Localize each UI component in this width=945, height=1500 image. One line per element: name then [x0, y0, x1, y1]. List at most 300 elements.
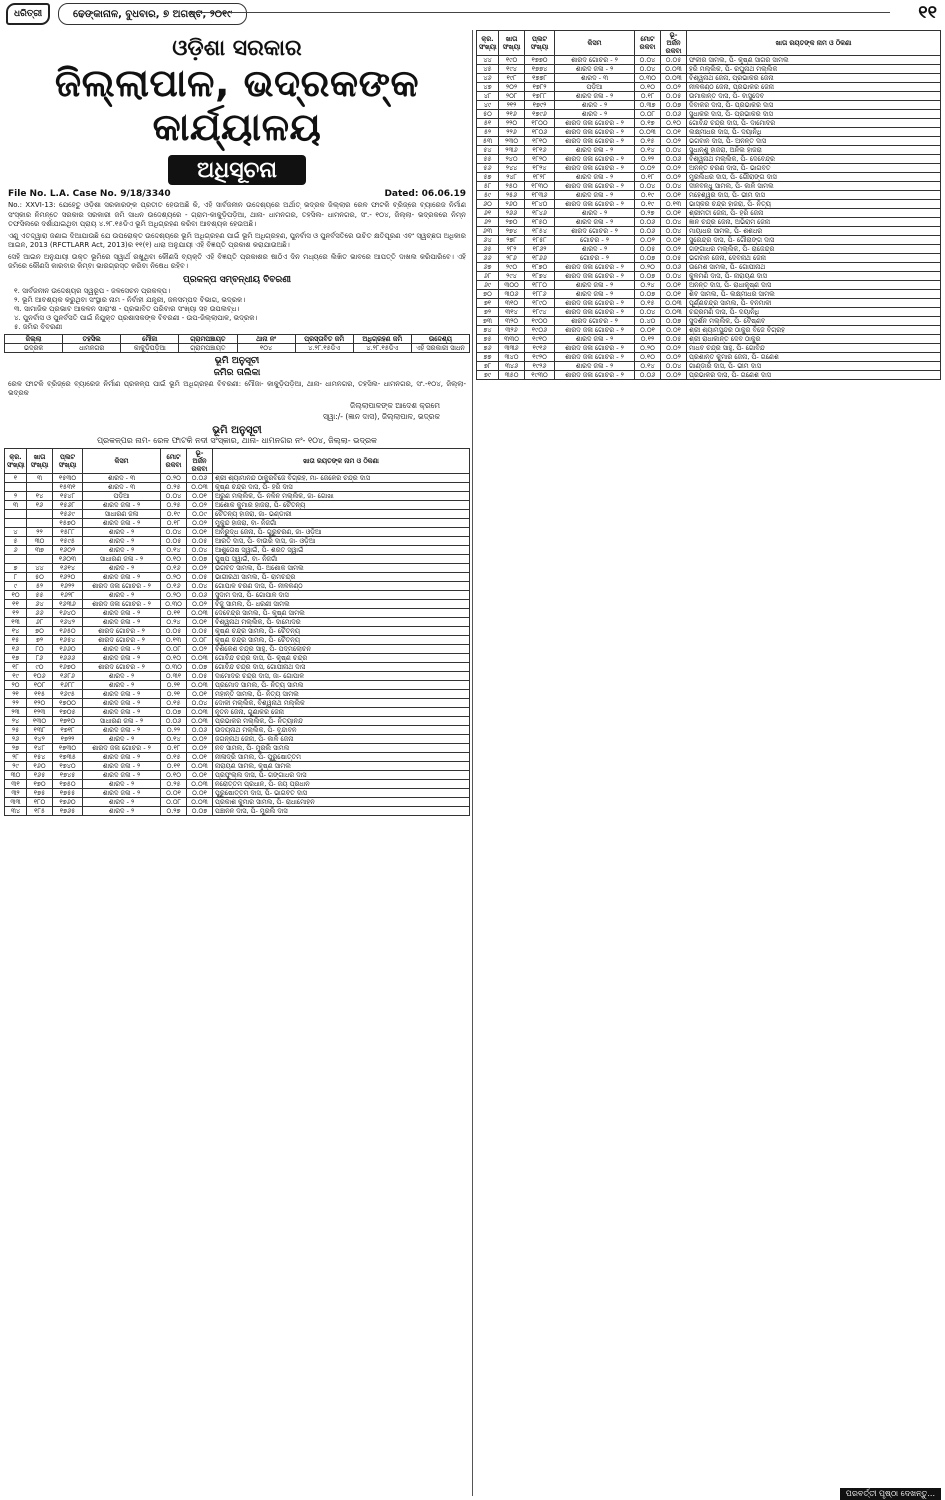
table-cell: ୬୧ — [477, 209, 499, 218]
table-cell: ୦.୦୨ — [661, 245, 687, 254]
table-cell: ୦.୦୨ — [187, 734, 213, 743]
table-row — [5, 491, 470, 500]
table-cell: ୩୦୬ — [499, 290, 525, 299]
table-cell: ଭାସ୍କର ଚନ୍ଦ୍ର ହାଜରା, ପି- ନିତ୍ୟ — [687, 200, 941, 209]
table-cell: ୧୮୯୪ — [525, 308, 555, 317]
table-cell: ୧୭୦୫ — [53, 707, 83, 716]
table-cell: ୨୮୬ — [499, 254, 525, 263]
table-cell: ଶାରଦ - ୨ — [83, 806, 161, 815]
table-cell: ୦.୦୫ — [661, 254, 687, 263]
table-cell: ୦.୨୫ — [161, 779, 187, 788]
table-cell: ୦.୦୬ — [187, 725, 213, 734]
table-row — [5, 689, 470, 698]
table-cell: ୦.୦୧ — [661, 209, 687, 218]
table-cell: ୫୧ — [477, 119, 499, 128]
table-cell: ୧୮୨୮ — [525, 173, 555, 182]
table-header-cell: ମୋଟ ରକବା — [635, 31, 661, 56]
table-cell: ୦.୨୫ — [161, 482, 187, 491]
table-cell: ୦.୨୭ — [161, 806, 187, 815]
table-cell: ୬୪ — [27, 599, 53, 608]
table-cell: ୧୯ — [5, 671, 27, 680]
table-row — [5, 581, 470, 590]
table-cell: ପ୍ରଶାନ୍ତ କୁମାର ଜେନା, ପି- ଗଣେଶ — [687, 353, 941, 362]
summary-header-cell: ଗ୍ରାମପଞ୍ଚାୟତ — [179, 334, 237, 343]
table-cell: ୧୬୩୬ — [53, 599, 83, 608]
table-cell: ୧୯୦୦ — [525, 317, 555, 326]
table-cell: ୦.୨୦ — [161, 473, 187, 482]
table-cell — [5, 554, 27, 563]
table-cell: ବିଜୁ ସାମଲ, ପି- ଧରଣୀ ସାମଲ — [213, 599, 470, 608]
table-cell: ୦.୦୪ — [661, 227, 687, 236]
table-cell: ଶାରଦ ଜଳା - ୨ — [83, 518, 161, 527]
table-cell: ଶାରଦ - ୨ — [555, 101, 635, 110]
table-cell: ସୁରେନ୍ଦ୍ର ଦାସ, ପି- ଗୌରାଙ୍ଗ ଦାସ — [687, 236, 941, 245]
table-cell: ୧୫୯୫ — [53, 536, 83, 545]
table-cell: ୦.୧୬ — [161, 581, 187, 590]
table-cell: ୧୮୬୨ — [525, 245, 555, 254]
table-cell: ୦.୦୪ — [635, 56, 661, 65]
table-row — [477, 335, 941, 344]
table-cell: ଶାରଦ ଗୋଚର - ୨ — [555, 317, 635, 326]
table-cell: ୦.୦୫ — [187, 671, 213, 680]
table-cell: ୧୯୦ — [499, 56, 525, 65]
table-row — [5, 806, 470, 815]
table-cell: ୧୭୯୨ — [525, 101, 555, 110]
land-schedule-table-right — [476, 30, 941, 380]
table-cell: ୦.୨୪ — [161, 617, 187, 626]
table-cell: ଶାରଦ ଜଳା - ୨ — [83, 689, 161, 698]
table-cell: ୦.୦୩ — [187, 761, 213, 770]
table-row — [5, 653, 470, 662]
table-cell: ପୂର୍ଣ୍ଣଚନ୍ଦ୍ର ସାମଲ, ପି- ବନମାଳୀ — [687, 299, 941, 308]
table-row — [477, 65, 941, 74]
table-cell: ୦.୧୯ — [635, 191, 661, 200]
summary-item: ୪. ପୁନର୍ବାସ ଓ ପୁନର୍ବସତି ପାଇଁ ନିଯୁକ୍ତ ପ୍ରଶାସକଙ୍କ ବିବରଣୀ - ଉପ-ଜିଲ୍ଲାପାଳ, ଭଦ୍ରକ। — [14, 313, 258, 322]
table-row — [477, 299, 941, 308]
table-cell: ୦.୧୮ — [161, 743, 187, 752]
table-header-cell: ଭୂ-ଅର୍ଜନ ରକବା — [661, 31, 687, 56]
table-cell: ୮୬ — [27, 653, 53, 662]
table-header-cell: ଖାତା ରୟତଙ୍କ ନାମ ଓ ଠିକଣା — [687, 31, 941, 56]
table-cell: ୦.୧୬ — [161, 563, 187, 572]
table-cell: ୧୬୪୨ — [53, 617, 83, 626]
table-cell: ୧୯୦୬ — [525, 326, 555, 335]
table-cell: ୦.୦୧ — [161, 788, 187, 797]
table-cell: ୭୨ — [27, 635, 53, 644]
table-cell: ୦.୦୩ — [187, 680, 213, 689]
table-row — [5, 599, 470, 608]
summary-header-cell: ପ୍ରସ୍ତାବିତ ଜମି — [295, 334, 353, 343]
table-cell: ସୁଧାନ୍ଶୁ ହାଜରା, ଅନିଲ ହାଜରା — [687, 146, 941, 155]
table-cell: ୨୦୮ — [499, 92, 525, 101]
table-cell: ଶାରଦ - ୨ — [83, 590, 161, 599]
table-cell: ୦.୦୧ — [661, 326, 687, 335]
table-cell: ଅନନ୍ତ ଚରଣ ଦାସ, ପି- ଭାଗବତ — [687, 164, 941, 173]
table-row — [477, 56, 941, 65]
table-cell: ୦.୧୦ — [635, 353, 661, 362]
table-cell: ୧୮୦ — [27, 797, 53, 806]
table-cell: ୦.୩୦ — [161, 599, 187, 608]
table-cell: ୧୫ — [5, 635, 27, 644]
table-cell: ୧୬୦ — [27, 761, 53, 770]
right-column — [476, 30, 941, 1496]
table-cell: ୦.୦୩ — [187, 797, 213, 806]
table-cell: ୦.୨୧ — [161, 680, 187, 689]
table-cell: ଶାରଦ ଗୋଚର - ୨ — [555, 227, 635, 236]
table-cell: ୦.୧୮ — [635, 92, 661, 101]
file-number: File No. L.A. Case No. 9/18/3340 — [8, 189, 171, 199]
table-cell: ୦.୦୧ — [187, 689, 213, 698]
table-cell: ୨ — [5, 491, 27, 500]
table-cell: ୦.୦୩ — [661, 299, 687, 308]
table-cell: ୦.୦୫ — [661, 335, 687, 344]
table-cell: ୧୮୦୬ — [525, 128, 555, 137]
table-cell: ୧୮୨୦ — [525, 155, 555, 164]
table-cell: ୦.୧୦ — [635, 83, 661, 92]
table-cell: ୦.୧୦ — [661, 119, 687, 128]
table-cell: ୧୭୪୫ — [53, 770, 83, 779]
table-cell: ୫୩ — [477, 137, 499, 146]
table-cell: ୦.୦୬ — [661, 110, 687, 119]
table-cell: ୦.୦୪ — [661, 362, 687, 371]
table-cell: ଆଶୁତୋଷ ସ୍ୱାଇଁ, ପି- ଶରତ ସ୍ୱାଇଁ — [213, 545, 470, 554]
table-cell: ୦.୦୭ — [661, 101, 687, 110]
table-cell: ୦.୦୫ — [187, 626, 213, 635]
table-cell — [5, 509, 27, 518]
table-cell: ଶାରଦ ଜଳା - ୨ — [555, 191, 635, 200]
table-header-cell: ପ୍ଲଟ ସଂଖ୍ୟା — [53, 448, 83, 473]
table-cell: ୨୬୬ — [499, 209, 525, 218]
table-cell: ସୁଧାକର ଦାସ, ପି- ପ୍ରଭାକର ଦାସ — [687, 110, 941, 119]
table-cell: ଶିବ ସାମଲ, ପି- ଲକ୍ଷ୍ମୀଧର ସାମଲ — [687, 290, 941, 299]
table-cell: ୧୫୭୦ — [53, 518, 83, 527]
table-cell: ଶାରଦ ଜଳା ଗୋଚର - ୨ — [555, 299, 635, 308]
summary-item: ୩. ସାମାଜିକ ପ୍ରଭାବ ଆକଳନ ସାରାଂଶ - ପ୍ରଭାବିତ ପରିବାର ସଂଖ୍ୟା ସହ ଉପଲବ୍ଧ। — [14, 304, 240, 313]
table-cell: ୧୭୫ — [27, 788, 53, 797]
signature-line-2: ସ୍ୱା:/- (ଜ୍ଞାନ ଦାସ), ଜିଲ୍ଲାପାଳ, ଭଦ୍ରକ — [322, 411, 440, 421]
table-cell: ଶାରଦ ଜଳା ଗୋଚର - ୨ — [555, 326, 635, 335]
table-cell: ୧୬୨୦ — [53, 572, 83, 581]
table-cell: ୩୨୬ — [499, 326, 525, 335]
table-cell: ଉଦୟନାଥ ମଲ୍ଲିକ, ପି- ବୃନ୍ଦାବନ — [213, 725, 470, 734]
table-cell: ୭୧ — [477, 299, 499, 308]
summary-heading: ପ୍ରକଳ୍ପ ସମ୍ବନ୍ଧୀୟ ବିବରଣୀ — [183, 274, 291, 285]
table-cell: ୦.୨୨ — [635, 155, 661, 164]
table-cell: ୧୭୯୬ — [525, 110, 555, 119]
table-cell: ୦.୨୦ — [161, 590, 187, 599]
table-cell: ୧୬୦୨ — [53, 545, 83, 554]
table-cell: ଦେବେନ୍ଦ୍ର ସାମଲ, ପି- କୃଷ୍ଣ ସାମଲ — [213, 608, 470, 617]
notice-body — [4, 201, 470, 272]
table-row — [5, 554, 470, 563]
table-cell: ୧୬୪୦ — [53, 608, 83, 617]
table-cell: ୧୮୩୬ — [525, 191, 555, 200]
table-cell: ୩୦ — [5, 770, 27, 779]
table-cell: ୨୧୬ — [499, 110, 525, 119]
table-cell: ଶାରଦ ଜଳା ଗୋଚର - ୨ — [555, 155, 635, 164]
table-cell: ୨୬୦ — [499, 200, 525, 209]
table-cell: ୪୭ — [477, 83, 499, 92]
table-row — [5, 662, 470, 671]
table-cell: ୦.୦୫ — [187, 572, 213, 581]
table-cell: ୦.୦୬ — [635, 227, 661, 236]
table-cell: ମାୟାଧର ସାମଲ, ପି- ଶଶଧର — [687, 227, 941, 236]
table-cell: ୬୪ — [477, 236, 499, 245]
table-cell: ୦.୦୧ — [661, 236, 687, 245]
table-cell: ୧୯୨୬ — [525, 362, 555, 371]
table-cell: ଶାରଦ ଜଳା - ୨ — [83, 608, 161, 617]
table-cell: ୩୩ — [5, 797, 27, 806]
table-cell: ୦.୦୫ — [161, 536, 187, 545]
table-cell: ୦.୧୦ — [161, 770, 187, 779]
table-cell: ୭୯ — [477, 371, 499, 380]
table-cell: ୦.୩୧ — [161, 671, 187, 680]
table-row — [477, 74, 941, 83]
table-cell: ୦.୩୦ — [635, 74, 661, 83]
table-cell: ଶାରଦ ଜଳା - ୨ — [555, 335, 635, 344]
table-cell: ଶାରଦ ଜଳା ଗୋଚର - ୨ — [555, 344, 635, 353]
table-cell: ୧୫୬୮ — [53, 500, 83, 509]
table-cell: କୃଷ୍ଣ ଚନ୍ଦ୍ର ସାମଲ, ପି- ଚୈତନ୍ୟ — [213, 635, 470, 644]
table-cell — [27, 482, 53, 491]
table-row — [477, 272, 941, 281]
table-cell: ମୁରଲିଧର ଦାସ, ପି- ଗୌରାଙ୍ଗ ଦାସ — [687, 173, 941, 182]
table-cell: ୧୪ — [27, 491, 53, 500]
table-cell: ୨୮୨ — [499, 245, 525, 254]
table-cell: ୦.୦୭ — [661, 317, 687, 326]
summary-cell: ୧୦୪ — [237, 343, 295, 352]
table-cell: ସୁଦାମ ଦାସ, ପି- ଗୋପାଳ ଦାସ — [213, 590, 470, 599]
table-cell: ୦.୧୪ — [161, 545, 187, 554]
table-row — [5, 698, 470, 707]
table-cell: ଉମେଶ ସାମଲ, ପି- ଗୋପୀନାଥ — [687, 263, 941, 272]
table-cell: ସୁଦର୍ଶନ ମଲ୍ଲିକ, ପି- ବୈଷ୍ଣବ — [687, 317, 941, 326]
table-cell: ୦.୦୨ — [187, 500, 213, 509]
table-cell: ୧୪ — [5, 626, 27, 635]
table-cell: ଶାରଦ ଜଳା - ୨ — [83, 653, 161, 662]
table-cell: ୦.୦୨ — [187, 644, 213, 653]
table-cell: ଭଗବତ ସାମଲ, ପି- ଅଶୋକ ସାମଲ — [213, 563, 470, 572]
table-row — [477, 83, 941, 92]
table-row — [5, 707, 470, 716]
table-cell: କୃଷ୍ଣ ଚନ୍ଦ୍ର ଦାସ, ପି- ହରି ଦାସ — [213, 482, 470, 491]
table-row — [477, 245, 941, 254]
table-header-cell: ମୋଟ ରକବା — [161, 448, 187, 473]
table-cell: ୦.୦୩ — [187, 608, 213, 617]
table-cell: ୦.୨୨ — [161, 725, 187, 734]
table-cell: ୫୦ — [27, 572, 53, 581]
table-cell: ପ୍ରଭାକର ଦାସ, ପି- ଗଣେଶ ଦାସ — [687, 371, 941, 380]
table-cell: ୩୪ — [5, 806, 27, 815]
table-cell: ୬ — [5, 545, 27, 554]
table-cell: ଶାରଦ ଜଳା - ୨ — [555, 92, 635, 101]
table-cell: ୩ — [5, 500, 27, 509]
table-cell: ୧୫୩୧ — [53, 482, 83, 491]
table-row — [5, 743, 470, 752]
table-cell: ପ୍ରଫୁଲ୍ଲ ଦାସ, ପି- ଗଙ୍ଗାଧର ଦାସ — [213, 770, 470, 779]
left-column — [4, 30, 470, 1496]
table-cell: ୪୪ — [477, 56, 499, 65]
schedule-heading-2: ଜମିର ତାଲିକା — [213, 367, 261, 378]
table-cell: ଶାରଦ ଜଳା - ୨ — [83, 770, 161, 779]
notice-paragraph: No.: XXVI-13: ଯେହେତୁ ଓଡ଼ିଶା ସରକାରଙ୍କ ପ୍ରତୀତ ହେଉଅଛି କି, ଏହି ସାର୍ବଜନୀନ ଉଦ୍ଦେଶ୍ୟରେ ଅର୍ଥାତ୍ ଭଦ୍ରକ ଜିଲ୍ଲାର ରେଳ ଫାଟକି ବ୍ରିଜ୍‌ରେ ବ୍ୟାରେଜ ନିର୍ମାଣ ସଂସ୍କାର ନିମନ୍ତେ ସରକାର ସରକାରୀ ଜମି ସାଧନ ଉଦ୍ଦେଶ୍ୟରେ - ଗ୍ରାମ-କାକୁଡ଼ିପଡ଼ିଆ, ଥାନା- ଧାମନଗର, ତହସିଲ- ଧାମନଗର, ସଂ.- ୧୦୪, ଜିଲ୍ଲା- ଭଦ୍ରକରେ ନିମ୍ନ ତଫସିଲରେ ଦର୍ଶାଯାଇଥିବା ପ୍ରାୟ ୪.୨୮.୧୫ଡିଏ ଭୂମି ଅଧିଗ୍ରହଣ କରିବା ଆବଶ୍ୟକ ହେଉଅଛି। — [8, 201, 466, 228]
table-cell: ୧୬୨୮ — [53, 590, 83, 599]
table-cell: ଶ୍ରୀମତୀ ଜେନା, ପି- ହରି ଜେନା — [687, 209, 941, 218]
table-cell: ୦.୦୭ — [187, 806, 213, 815]
table-cell: ୦.୦୪ — [161, 491, 187, 500]
table-cell: ୧୮୪୦ — [525, 200, 555, 209]
table-cell: ୦.୨୧ — [161, 689, 187, 698]
column-divider — [472, 30, 473, 1496]
table-cell: ଶାରଦ ଜଳା - ୨ — [83, 572, 161, 581]
table-cell: ୦.୦୧ — [187, 617, 213, 626]
table-cell: ୦.୦୮ — [161, 797, 187, 806]
table-cell: ୧୫୩୦ — [53, 473, 83, 482]
table-cell: ୨୩ — [5, 707, 27, 716]
table-cell: ୧୬୮୮ — [53, 680, 83, 689]
table-cell: ୫୮ — [477, 182, 499, 191]
table-cell: ଶାରଦ ଜଳା - ୨ — [555, 218, 635, 227]
table-cell: ୦.୦୧ — [187, 770, 213, 779]
table-cell: ୬୨ — [477, 218, 499, 227]
table-cell: ବିଶ୍ୱନାଥ ଜେନା, ପ୍ରଭାକର ଜେନା — [687, 74, 941, 83]
summary-header-cell: ଅଧିଗ୍ରହଣ ଜମି — [353, 334, 411, 343]
table-cell: ୫୬ — [477, 164, 499, 173]
table-row — [477, 164, 941, 173]
table-cell: ୧୭୭୮ — [525, 74, 555, 83]
table-cell: ଶାରଦ ଗୋଚର - ୨ — [83, 626, 161, 635]
table-cell: ୦.୦୪ — [661, 218, 687, 227]
table-cell: ୦.୦୮ — [635, 110, 661, 119]
table-cell: ୧୬୯୫ — [53, 689, 83, 698]
table-cell: ୦.୦୪ — [187, 545, 213, 554]
table-cell: ୦.୦୧ — [187, 788, 213, 797]
table-cell: ୦.୦୬ — [661, 263, 687, 272]
table-row — [5, 626, 470, 635]
table-cell: ୦.୧୭ — [635, 119, 661, 128]
table-cell: ୦.୪୦ — [635, 317, 661, 326]
table-cell — [27, 518, 53, 527]
summary-cell: ଗ୍ରାମପଞ୍ଚାୟତ — [179, 343, 237, 352]
table-cell: ୧୨ — [5, 608, 27, 617]
summary-items — [4, 287, 470, 332]
summary-item: ୫. ଜମିର ବିବରଣୀ — [14, 322, 63, 331]
table-cell: ୧୭୦୦ — [53, 698, 83, 707]
table-cell: ଶାରଦ ଜଳା - ୨ — [555, 362, 635, 371]
table-row — [5, 752, 470, 761]
table-cell: ୧୮୫୪ — [525, 227, 555, 236]
table-row — [477, 110, 941, 119]
table-cell: ୨୪୮ — [499, 173, 525, 182]
table-cell: ଶାରଦ - ୨ — [83, 527, 161, 536]
table-cell: ୦.୧୩ — [661, 200, 687, 209]
table-cell: ୩୪୦ — [499, 353, 525, 362]
table-cell: ଶାରଦ ଜଳା ଗୋଚର - ୨ — [83, 743, 161, 752]
table-cell: ୦.୦୬ — [635, 218, 661, 227]
table-cell: ୧ — [5, 473, 27, 482]
table-cell: ୧୨୦ — [27, 698, 53, 707]
table-cell: ୦.୦୩ — [187, 482, 213, 491]
table-cell: ୬୬ — [477, 254, 499, 263]
table-cell: ୫୪ — [477, 146, 499, 155]
table-cell: ଶାରଦ ଜଳା - ୨ — [83, 752, 161, 761]
table-cell: ୧୬୫ — [27, 770, 53, 779]
table-cell: ୦.୦୧ — [635, 326, 661, 335]
table-cell: ୦.୦୨ — [187, 599, 213, 608]
table-cell: ୦.୦୫ — [187, 536, 213, 545]
table-cell: ଦାମୋଦର ଚନ୍ଦ୍ର ଦାସ, ଜା- ଗୋପାଳ — [213, 671, 470, 680]
table-cell: ୧୭୭୦ — [525, 56, 555, 65]
table-cell: ୦.୦୪ — [635, 65, 661, 74]
table-cell: ୮ — [5, 572, 27, 581]
table-cell: ୦.୧୧ — [161, 608, 187, 617]
table-cell: ଶାରଦ ଜଳା ଗୋଚର - ୨ — [555, 308, 635, 317]
table-cell: ୪୯ — [477, 101, 499, 110]
table-cell: ୦.୨୦ — [161, 572, 187, 581]
table-row — [477, 263, 941, 272]
table-cell: ୨୩୦ — [499, 137, 525, 146]
table-cell: ୧୦୮ — [27, 680, 53, 689]
table-cell: ୦.୦୨ — [187, 743, 213, 752]
table-cell: ଶାରଦ ଜଳା - ୨ — [83, 500, 161, 509]
table-cell: ୦.୦୬ — [161, 716, 187, 725]
table-cell: ନୀଳକଣ୍ଠ ଜେନା, ପ୍ରଭାକର ଜେନା — [687, 83, 941, 92]
table-cell: ୧୭୧୮ — [53, 725, 83, 734]
table-cell: ବିଶ୍ୱନାଥ ମଲ୍ଲିକ, ପି- ଦାମୋଦର — [213, 617, 470, 626]
table-cell: ୬୩ — [477, 227, 499, 236]
table-cell: ୨୬ — [5, 734, 27, 743]
table-cell: ୩୦୦ — [499, 281, 525, 290]
table-cell: ୧୪୮ — [27, 743, 53, 752]
table-cell: ୦.୧୪ — [635, 146, 661, 155]
table-cell: ୬୮ — [27, 617, 53, 626]
table-cell: ୨୪୦ — [499, 155, 525, 164]
table-row — [5, 572, 470, 581]
table-cell: ୦.୦୨ — [635, 164, 661, 173]
table-cell: ଅଶୋକ କୁମାର ହାଜରା, ପି- ଚୈତନ୍ୟ — [213, 500, 470, 509]
office-title: ଜିଲ୍ଲାପାଳ, ଭଦ୍ରକଙ୍କ କାର୍ଯ୍ୟାଳୟ — [54, 61, 420, 149]
table-row — [477, 137, 941, 146]
table-row — [477, 173, 941, 182]
table-cell: ୦.୧୯ — [635, 200, 661, 209]
table-cell: ୧୬୮୬ — [53, 671, 83, 680]
table-cell: ୧୬୧୪ — [53, 563, 83, 572]
table-cell: ୬୫ — [477, 245, 499, 254]
table-cell: ୭୮ — [477, 362, 499, 371]
table-cell: ଶାରଦ ଜଳା ଗୋଚର - ୨ — [555, 119, 635, 128]
table-cell: ସାଧାରଣ ଜଳା - ୨ — [83, 554, 161, 563]
table-row — [477, 353, 941, 362]
table-cell: ଗଙ୍ଗାଧର ମଲ୍ଲିକ, ପି- ରାଜେନ୍ଦ୍ର — [687, 245, 941, 254]
table-header-cell: ପ୍ଲଟ ସଂଖ୍ୟା — [525, 31, 555, 56]
table-cell: ଶାରଦ - ୩ — [555, 74, 635, 83]
table-cell: ମହେଶ୍ୱର ଦାସ, ପି- ଭୀମ ଦାସ — [687, 191, 941, 200]
summary-cell: କାକୁଡ଼ିପଡ଼ିଆ — [121, 343, 179, 352]
table-cell: ଭଗବାନ ଦାସ, ପି- ଅନନ୍ତ ଦାସ — [687, 137, 941, 146]
table-cell: ୦.୧୮ — [635, 173, 661, 182]
table-cell: ୦.୦୩ — [635, 128, 661, 137]
table-cell: ୧୭୫୫ — [53, 788, 83, 797]
table-cell: ଶାରଦ ଜଳା ଗୋଚର - ୨ — [555, 272, 635, 281]
table-row — [5, 716, 470, 725]
table-cell: ୧୮୫୮ — [525, 236, 555, 245]
table-cell: ୭୦ — [477, 290, 499, 299]
summary-header-cell: ଉଦ୍ଦେଶ୍ୟ — [411, 334, 469, 343]
table-cell: ଶାରଦ ଜଳା ଗୋଚର - ୨ — [83, 581, 161, 590]
table-cell: ୧୫୮୮ — [53, 527, 83, 536]
table-cell: ୧୯୩୦ — [525, 371, 555, 380]
table-cell: ୭୩ — [477, 317, 499, 326]
